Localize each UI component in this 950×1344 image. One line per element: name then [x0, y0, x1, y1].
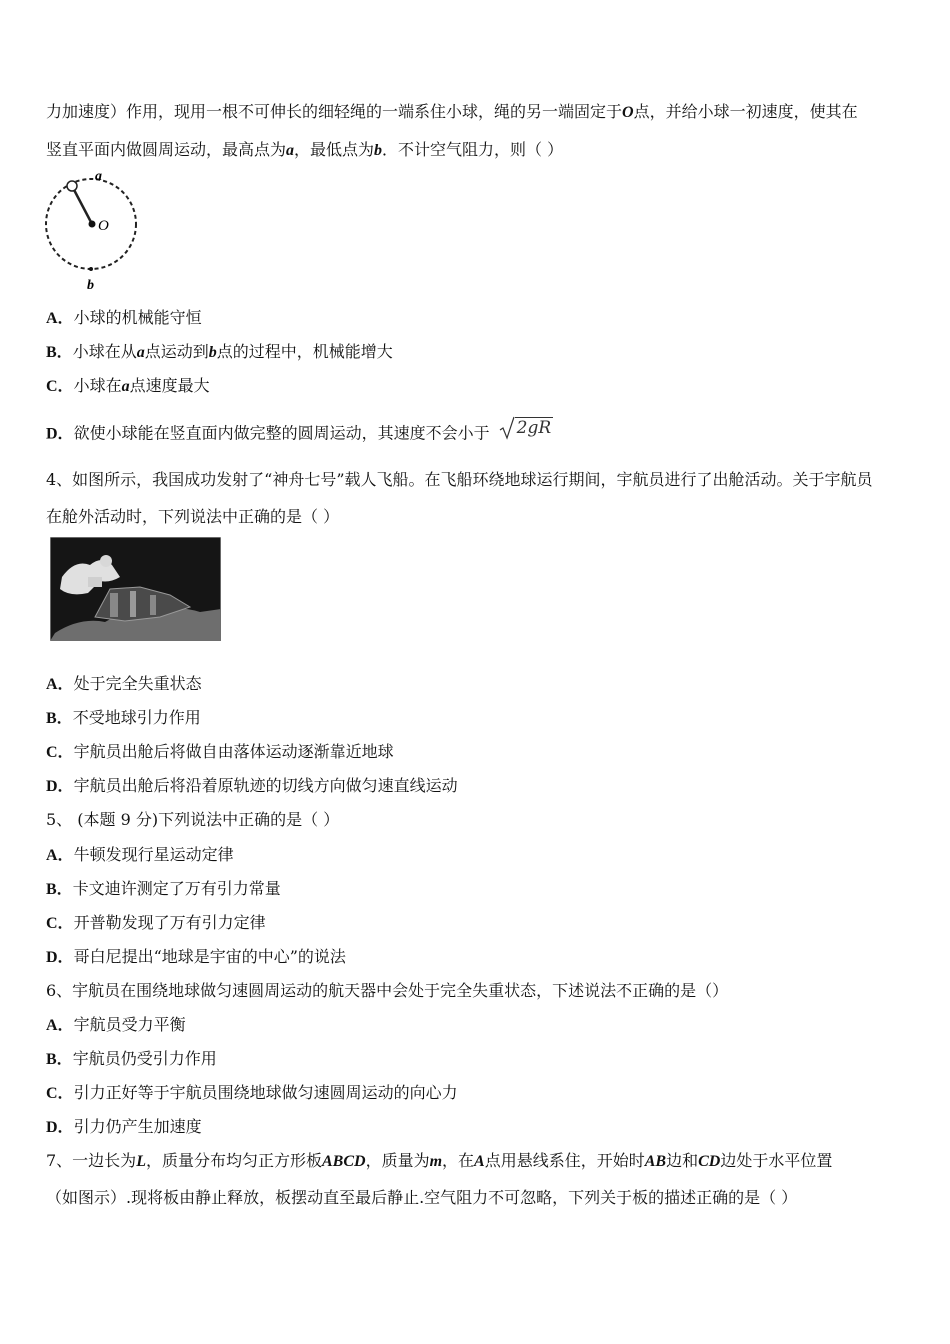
label-b: b — [87, 278, 94, 293]
q3-stem-line1: 力加速度）作用，现用一根不可伸长的细轻绳的一端系住小球，绳的另一端固定于O点，并给小球一初速度，使其在 — [46, 102, 858, 121]
circle-motion-figure — [36, 168, 156, 296]
pivot-point — [89, 221, 96, 228]
q6-option-a: A．宇航员受力平衡 — [46, 1015, 186, 1034]
q4-stem-line1: 4、如图所示，我国成功发射了“神舟七号”载人飞船。在飞船环绕地球运行期间，宇航员进行了出舱活动。关于宇航员 — [46, 470, 873, 489]
sqrt-formula: 2gR — [499, 416, 554, 440]
astronaut-spacewalk-photo — [50, 537, 221, 641]
q5-option-c: C．开普勒发现了万有引力定律 — [46, 913, 266, 932]
q4-option-a: A．处于完全失重状态 — [46, 674, 202, 693]
q5-option-d: D．哥白尼提出“地球是宇宙的中心”的说法 — [46, 947, 346, 966]
q5-option-a: A．牛顿发现行星运动定律 — [46, 845, 234, 864]
q7-stem-line2: （如图示）.现将板由静止释放，板摆动直至最后静止.空气阻力不可忽略，下列关于板的描述正确的是（ ） — [46, 1188, 798, 1207]
q6-option-d: D．引力仍产生加速度 — [46, 1117, 202, 1136]
q3-stem-line2: 竖直平面内做圆周运动，最高点为a，最低点为b．不计空气阻力，则（ ） — [46, 140, 564, 159]
string — [72, 186, 92, 224]
q4-option-b: B．不受地球引力作用 — [46, 708, 201, 727]
q4-stem-line2: 在舱外活动时，下列说法中正确的是（ ） — [46, 507, 340, 526]
label-a: a — [95, 169, 102, 184]
q5-stem: 5、 (本题 9 分)下列说法中正确的是（ ） — [46, 810, 340, 829]
q6-option-b: B．宇航员仍受引力作用 — [46, 1049, 217, 1068]
q7-stem-line1: 7、一边长为L，质量分布均匀正方形板ABCD，质量为m，在A点用悬线系住，开始时AB边和CD边处于水平位置 — [46, 1151, 833, 1170]
q3-option-d: D．欲使小球能在竖直面内做完整的圆周运动，其速度不会小于 2gR — [46, 417, 552, 443]
q4-option-c: C．宇航员出舱后将做自由落体运动逐渐靠近地球 — [46, 742, 394, 761]
bottom-point — [89, 267, 93, 271]
q5-option-b: B．卡文迪许测定了万有引力常量 — [46, 879, 281, 898]
q3-option-c: C．小球在a点速度最大 — [46, 376, 210, 395]
q3-option-a: A．小球的机械能守恒 — [46, 308, 202, 327]
q6-option-c: C．引力正好等于宇航员围绕地球做匀速圆周运动的向心力 — [46, 1083, 458, 1102]
label-O: O — [98, 218, 109, 234]
q4-option-d: D．宇航员出舱后将沿着原轨迹的切线方向做匀速直线运动 — [46, 776, 458, 795]
radical-sign — [499, 416, 515, 440]
ball — [67, 181, 77, 191]
q6-stem: 6、宇航员在围绕地球做匀速圆周运动的航天器中会处于完全失重状态，下述说法不正确的是（） — [46, 981, 729, 1000]
q3-option-b: B．小球在从a点运动到b点的过程中，机械能增大 — [46, 342, 393, 361]
